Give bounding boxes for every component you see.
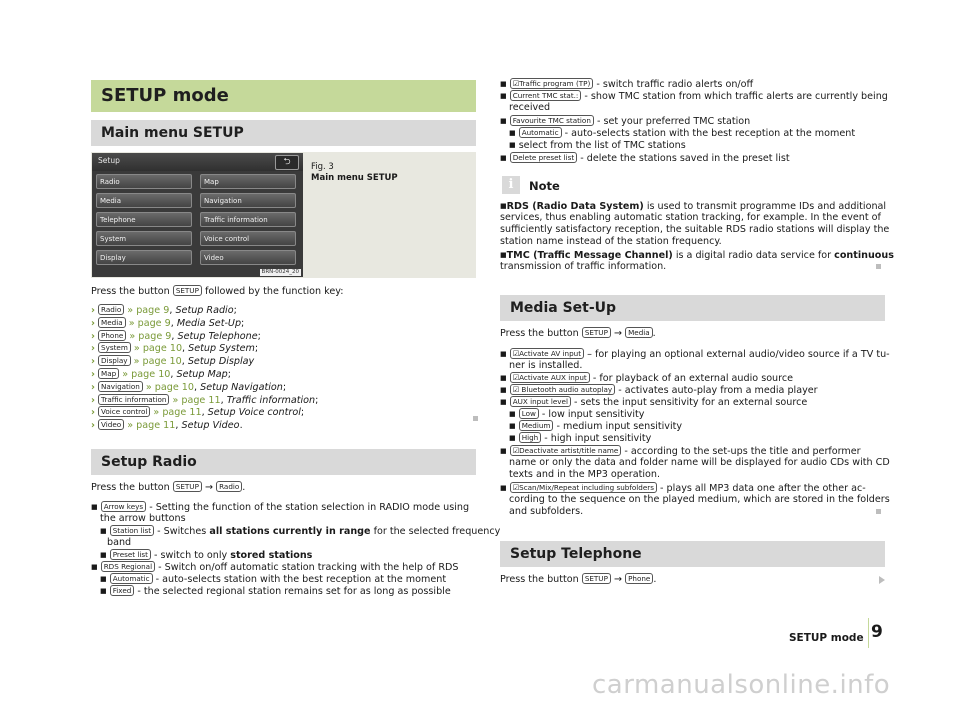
section-bar-main-menu: [91, 120, 476, 146]
footer-divider: [868, 618, 869, 648]
page-link[interactable]: » page 10: [145, 381, 195, 393]
key-preset-list: Preset list: [110, 549, 151, 560]
intro-line: [91, 285, 343, 298]
key-setup: SETUP: [582, 573, 611, 584]
note-bold: TMC (Traffic Message Channel): [506, 250, 673, 261]
key-aux-level: AUX input level: [510, 396, 571, 407]
page-link[interactable]: » page 9: [128, 317, 171, 329]
section-bar-media: [500, 295, 885, 321]
bullet-square-icon: ■: [500, 374, 507, 382]
link-list: [91, 304, 318, 432]
key-setup: SETUP: [173, 285, 202, 296]
link-title: Traffic information: [226, 394, 316, 406]
link-end: ;: [254, 343, 259, 355]
item-text: – for playing an optional external audio/video source if a TV tu-: [587, 349, 890, 360]
press-text: Press the button: [500, 574, 579, 585]
radio-press-line: [91, 481, 245, 494]
link-title: Setup Telephone: [177, 330, 258, 342]
key-video: Video: [98, 419, 124, 430]
item-text: - Setting the function of the station selection in RADIO mode using: [149, 502, 470, 513]
item-text-cont: received: [509, 102, 551, 113]
item-text: - high input sensitivity: [544, 433, 652, 444]
note-title: Note: [529, 179, 560, 193]
section-title-media: Media Set-Up: [510, 300, 617, 316]
section-title-telephone: Setup Telephone: [510, 546, 642, 562]
key-map: Map: [98, 368, 119, 379]
screen-title: Setup: [98, 156, 120, 165]
bullet-square-icon: ■: [500, 386, 507, 394]
page-link[interactable]: » page 11: [172, 394, 221, 406]
menu-button-navigation: Navigation: [200, 193, 296, 208]
key-high: High: [519, 432, 542, 443]
link-title: Setup Voice control: [207, 407, 301, 419]
item-text-cont: the arrow buttons: [100, 513, 186, 524]
link-end: ;: [282, 381, 287, 393]
figure-caption: [311, 162, 398, 184]
bullet-square-icon: ■: [509, 422, 516, 430]
chevron-right-icon: ›: [91, 305, 95, 316]
key-low: Low: [519, 408, 539, 419]
menu-button-display: Display: [96, 250, 192, 265]
chevron-right-icon: ›: [91, 394, 95, 406]
back-icon: ⮌: [275, 155, 299, 170]
page-link[interactable]: » page 10: [133, 356, 182, 368]
list-item[interactable]: › Display » page 10, Setup Display: [91, 356, 255, 368]
bullet-square-icon: ■: [100, 551, 107, 559]
bullet-square-icon: ■: [500, 251, 507, 259]
chevron-right-icon: ›: [91, 381, 95, 393]
page-link[interactable]: » page 10: [122, 368, 171, 380]
intro-post: followed by the function key:: [204, 286, 344, 297]
key-activate-av: ☑Activate AV input: [510, 348, 584, 359]
item-text: - medium input sensitivity: [556, 421, 683, 432]
tmc-item-current-station: [500, 90, 888, 103]
item-bold: stored stations: [230, 550, 313, 561]
key-activate-aux: ☑Activate AUX input: [510, 372, 590, 383]
list-item[interactable]: › System » page 10, Setup System;: [91, 343, 259, 355]
key-favourite-tmc: Favourite TMC station: [510, 115, 594, 126]
bullet-square-icon: ■: [100, 527, 107, 535]
item-text: - delete the stations saved in the preset list: [580, 153, 790, 164]
chevron-right-icon: ›: [91, 330, 95, 342]
media-item-high: [509, 432, 651, 445]
note-bold: RDS (Radio Data System): [506, 201, 644, 212]
item-text-cont: and subfolders.: [509, 506, 584, 517]
page-link[interactable]: » page 11: [127, 420, 176, 432]
continue-arrow-icon: [879, 576, 885, 584]
page-link[interactable]: » page 9: [127, 305, 170, 316]
link-title: Setup Radio: [175, 305, 234, 316]
item-text: - show TMC station from which traffic alerts are currently being: [584, 91, 888, 102]
item-text: - plays all MP3 data one after the other ac-: [660, 483, 866, 494]
list-item[interactable]: › Voice control » page 11, Setup Voice control;: [91, 407, 305, 419]
press-end: .: [652, 328, 656, 339]
footer-section-title: SETUP mode: [789, 632, 864, 644]
bullet-square-icon: ■: [500, 80, 507, 88]
menu-button-system: System: [96, 231, 192, 246]
item-text: - auto-selects station with the best reception at the moment: [155, 574, 447, 585]
list-item[interactable]: › Video » page 11, Setup Video.: [91, 420, 243, 432]
key-medium: Medium: [519, 420, 554, 431]
info-icon: i: [502, 176, 520, 194]
link-title: Setup System: [188, 343, 255, 355]
bullet-square-icon: ■: [500, 350, 507, 358]
list-item[interactable]: › Phone » page 9, Setup Telephone;: [91, 330, 261, 342]
figure-main-menu: [91, 152, 476, 278]
bullet-square-icon: ■: [500, 447, 507, 455]
link-title: Setup Navigation: [200, 381, 283, 393]
bullet-square-icon: ■: [100, 587, 107, 595]
key-arrow-keys: Arrow keys: [101, 501, 146, 512]
item-text-cont: name or only the data and folder name will be displayed for audio CDs with CD: [509, 457, 890, 468]
key-delete-preset: Delete preset list: [510, 152, 578, 163]
screen-header: [92, 153, 303, 171]
arrow-right-icon: →: [613, 328, 623, 339]
press-text: Press the button: [500, 328, 579, 339]
tmc-item-select: [509, 139, 686, 152]
item-text: - activates auto-play from a media player: [618, 385, 818, 396]
section-title-setup-radio: Setup Radio: [101, 454, 197, 470]
bullet-square-icon: ■: [91, 503, 98, 511]
page-number: 9: [871, 622, 883, 642]
note-text: is used to transmit programme IDs and additional: [646, 201, 887, 212]
note-text: station name instead of the station frequency.: [500, 236, 722, 247]
key-automatic: Automatic: [519, 127, 562, 138]
key-traffic-program: ☑Traffic program (TP): [510, 78, 594, 89]
menu-button-voice-control: Voice control: [200, 231, 296, 246]
bullet-square-icon: ■: [509, 141, 516, 149]
item-text-cont: ner is installed.: [509, 360, 583, 371]
key-media: Media: [98, 317, 126, 328]
bullet-square-icon: ■: [509, 410, 516, 418]
arrow-right-icon: →: [613, 574, 623, 585]
link-end: ;: [257, 330, 261, 342]
intro-pre: Press the button: [91, 286, 170, 297]
list-item[interactable]: › Map » page 10, Setup Map;: [91, 368, 231, 380]
key-bt-autoplay: ☑ Bluetooth audio autoplay: [510, 384, 616, 395]
link-end: ;: [241, 317, 245, 329]
figure-caption-text: Main menu SETUP: [311, 173, 398, 183]
press-end: .: [653, 574, 657, 585]
figure-label: Fig. 3: [311, 162, 334, 172]
bullet-square-icon: ■: [500, 117, 507, 125]
key-deactivate-artist: ☑Deactivate artist/title name: [510, 445, 622, 456]
bullet-square-icon: ■: [500, 484, 507, 492]
item-text: - switch traffic radio alerts on/off: [596, 79, 754, 90]
link-title: Setup Video: [181, 420, 240, 432]
item-text-cont: cording to the sequence on the played medium, which are stored in the folders: [509, 494, 890, 505]
link-title: Setup Display: [187, 356, 255, 368]
list-item[interactable]: › Navigation » page 10, Setup Navigation;: [91, 381, 287, 393]
item-text: - for playback of an external audio source: [592, 373, 794, 384]
menu-button-video: Video: [200, 250, 296, 265]
list-item[interactable]: › Media » page 9, Media Set-Up;: [91, 317, 245, 329]
chevron-right-icon: ›: [91, 368, 95, 380]
key-automatic: Automatic: [110, 573, 153, 584]
arrow-right-icon: →: [204, 482, 214, 493]
key-media: Media: [625, 327, 653, 338]
link-end: ;: [315, 394, 319, 406]
item-text: - according to the set-ups the title and performer: [624, 446, 861, 457]
key-system: System: [98, 342, 131, 353]
page-link[interactable]: » page 11: [153, 407, 202, 419]
key-radio: Radio: [98, 304, 124, 315]
item-text-cont: texts and in the MP3 operation.: [509, 469, 660, 480]
note-text: sufficiently satisfactory reception, the suitable RDS radio stations will display the: [500, 224, 890, 235]
setup-screen-image: [92, 153, 303, 277]
chapter-title: SETUP mode: [101, 85, 229, 106]
press-text: Press the button: [91, 482, 170, 493]
section-end-marker: [876, 264, 881, 269]
menu-button-telephone: Telephone: [96, 212, 192, 227]
section-bar-setup-radio: [91, 449, 476, 475]
media-press-line: [500, 327, 656, 340]
list-item[interactable]: › Traffic information » page 11, Traffic information;: [91, 394, 319, 406]
link-end: ;: [227, 368, 231, 380]
item-text: - Switches: [157, 526, 207, 537]
bullet-square-icon: ■: [500, 398, 507, 406]
link-end: .: [239, 420, 243, 432]
key-current-tmc: Current TMC stat.:: [510, 90, 582, 101]
item-text: for the selected frequency: [373, 526, 501, 537]
figure-code: BRN-0024_20: [261, 269, 299, 275]
key-radio: Radio: [216, 481, 242, 492]
item-text: - sets the input sensitivity for an external source: [574, 397, 808, 408]
item-text: - set your preferred TMC station: [596, 116, 751, 127]
key-phone: Phone: [98, 330, 126, 341]
bullet-square-icon: ■: [91, 563, 98, 571]
key-fixed: Fixed: [110, 585, 135, 596]
key-setup: SETUP: [173, 481, 202, 492]
key-navigation: Navigation: [98, 381, 143, 392]
key-rds-regional: RDS Regional: [101, 561, 155, 572]
link-title: Media Set-Up: [176, 317, 242, 329]
bullet-square-icon: ■: [500, 92, 507, 100]
section-title-main-menu: Main menu SETUP: [101, 125, 244, 141]
bullet-square-icon: ■: [509, 434, 516, 442]
section-end-marker: [876, 509, 881, 514]
menu-button-radio: Radio: [96, 174, 192, 189]
key-setup: SETUP: [582, 327, 611, 338]
bullet-square-icon: ■: [100, 575, 107, 583]
bullet-square-icon: ■: [500, 202, 507, 210]
item-text-cont: band: [107, 537, 132, 548]
section-bar-telephone: [500, 541, 885, 567]
key-scan-mix: ☑Scan/Mix/Repeat including subfolders: [510, 482, 657, 493]
telephone-press-line: [500, 573, 656, 586]
item-text: - low input sensitivity: [541, 409, 645, 420]
link-end: ;: [300, 407, 305, 419]
item-text: select from the list of TMC stations: [518, 140, 686, 151]
key-display: Display: [98, 355, 131, 366]
page-link[interactable]: » page 9: [129, 330, 172, 342]
chevron-right-icon: ›: [91, 317, 95, 329]
note-text: is a digital radio data service for: [675, 250, 832, 261]
item-text: - auto-selects station with the best reception at the moment: [564, 128, 856, 139]
bullet-square-icon: ■: [500, 154, 507, 162]
key-voice-control: Voice control: [98, 406, 150, 417]
item-bold: all stations currently in range: [209, 526, 371, 537]
tmc-item-delete-preset: [500, 152, 790, 165]
chevron-right-icon: ›: [91, 407, 95, 419]
chapter-banner: [91, 80, 476, 112]
note-text: services, thus enabling automatic station tracking, for example. In the event of: [500, 212, 881, 223]
link-title: Setup Map: [176, 368, 228, 380]
section-end-marker: [473, 416, 478, 421]
watermark: carmanualsonline.info: [592, 670, 891, 700]
item-text: - switch to only: [154, 550, 228, 561]
page-link[interactable]: » page 10: [133, 343, 183, 355]
note-text: transmission of traffic information.: [500, 261, 667, 272]
key-station-list: Station list: [110, 525, 154, 536]
link-end: ;: [233, 305, 237, 316]
press-end: .: [242, 482, 246, 493]
item-text: - the selected regional station remains set for as long as possible: [137, 586, 451, 597]
bullet-square-icon: ■: [509, 129, 516, 137]
key-traffic-information: Traffic information: [98, 394, 169, 405]
chevron-right-icon: ›: [91, 420, 95, 432]
key-phone: Phone: [625, 573, 653, 584]
item-text: - Switch on/off automatic station tracking with the help of RDS: [158, 562, 459, 573]
radio-item-fixed: [100, 585, 451, 598]
list-item[interactable]: › Radio » page 9, Setup Radio;: [91, 305, 237, 316]
note-bold: continuous: [834, 250, 894, 261]
menu-button-media: Media: [96, 193, 192, 208]
menu-button-map: Map: [200, 174, 296, 189]
menu-button-traffic-information: Traffic information: [200, 212, 296, 227]
radio-item-station-list: [100, 525, 500, 538]
chevron-right-icon: ›: [91, 356, 95, 368]
chevron-right-icon: ›: [91, 343, 95, 355]
